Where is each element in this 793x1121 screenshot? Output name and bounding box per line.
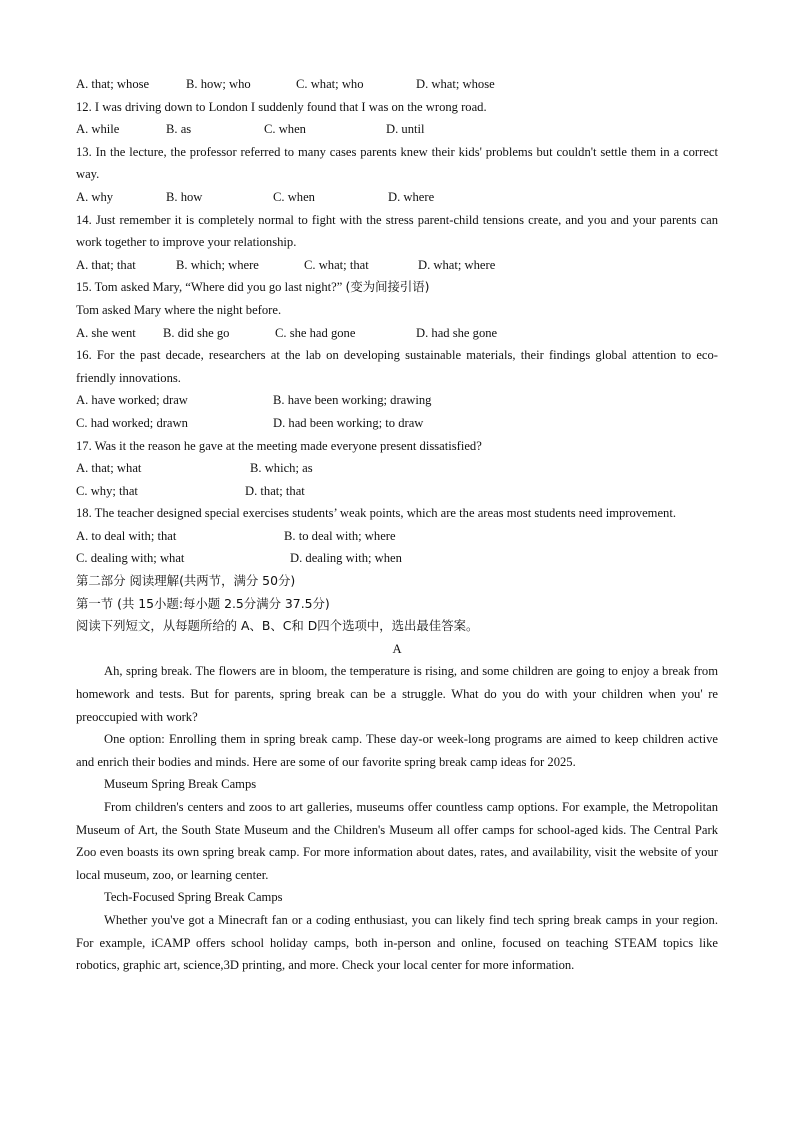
- q12-option-a: A. while: [76, 122, 120, 137]
- page-content: [76, 73, 718, 977]
- q17-option-a: A. that; what: [76, 461, 142, 476]
- passage-paragraph-1: Ah, spring break. The flowers are in bloom, the temperature is rising, and some children are going to enjoy a break from homework and tests. But for parents, spring break can be a struggle. What do you do with your children when you' re preoccupied with work?: [76, 664, 718, 724]
- section-instruction: 阅读下列短文，从每题所给的 A、B、C和 D四个选项中，选出最佳答案。: [76, 618, 479, 634]
- q12-stem: 12. I was driving down to London I suddenly found that I was on the wrong road.: [76, 99, 487, 114]
- q17-options-ab: [76, 457, 718, 480]
- q13-options: [76, 186, 718, 209]
- q16-stem: 16. For the past decade, researchers at the lab on developing sustainable materials, their findings global attention to eco-friendly innovations.: [76, 348, 718, 385]
- q16-option-b: B. have been working; drawing: [273, 393, 432, 408]
- q15-stem: 15. Tom asked Mary, “Where did you go last night?”: [76, 280, 343, 295]
- q12-options: [76, 118, 718, 141]
- q18-option-b: B. to deal with; where: [284, 528, 396, 543]
- q16-option-c: C. had worked; drawn: [76, 415, 188, 430]
- q14-options: [76, 254, 718, 277]
- section-title: 第二部分 阅读理解(共两节，满分 50分): [76, 573, 296, 589]
- q15-note: (变为间接引语): [345, 279, 430, 295]
- q17-option-d: D. that; that: [245, 483, 305, 498]
- q12-option-b: B. as: [166, 122, 192, 137]
- q16-option-a: A. have worked; draw: [76, 393, 188, 408]
- q15-option-a: A. she went: [76, 325, 136, 340]
- q11-option-d: D. what; whose: [416, 77, 495, 91]
- q14-option-a: A. that; that: [76, 257, 136, 272]
- q18-stem: 18. The teacher designed special exercises students’ weak points, which are the areas most students need improvement.: [76, 506, 676, 521]
- q14-option-c: C. what; that: [304, 257, 369, 272]
- q14-stem: 14. Just remember it is completely normal to fight with the stress parent-child tensions create, and you and your parents can work together to improve your relationship.: [76, 212, 718, 250]
- section-part-title: 第一节 (共 15小题:每小题 2.5分满分 37.5分): [76, 595, 330, 611]
- q11-option-b: B. how; who: [186, 77, 251, 91]
- q17-stem: 17. Was it the reason he gave at the meeting made everyone present dissatisfied?: [76, 438, 482, 453]
- q18-option-c: C. dealing with; what: [76, 551, 185, 566]
- q11-option-c: C. what; who: [296, 77, 364, 91]
- q13-option-d: D. where: [388, 189, 435, 204]
- q16-options-ab: [76, 389, 718, 412]
- q17-option-b: B. which; as: [250, 461, 313, 476]
- q18-option-d: D. dealing with; when: [290, 551, 402, 566]
- passage-paragraph-3: From children's centers and zoos to art galleries, museums offer countless camp options. For example, the Metropolitan Museum of Art, the South State Museum and the Children's Museum all offer camps for school-aged kids. The Central Park Zoo even boasts its own spring break camp. For more information about dates, rates, and availability, visit the website of your local museum, zoo, or learning center.: [76, 800, 718, 882]
- q15-option-d: D. had she gone: [416, 325, 498, 340]
- q17-option-c: C. why; that: [76, 483, 138, 498]
- q18-options-cd: [76, 547, 718, 570]
- passage-heading-tech: Tech-Focused Spring Break Camps: [104, 890, 283, 905]
- q17-options-cd: [76, 480, 718, 503]
- q15-option-c: C. she had gone: [275, 325, 356, 340]
- q12-option-d: D. until: [386, 122, 425, 137]
- q15-stem-line: [76, 276, 718, 299]
- q15-option-b: B. did she go: [163, 325, 230, 340]
- q13-stem: 13. In the lecture, the professor referred to many cases parents knew their kids' problems but couldn't settle them in a correct way.: [76, 144, 718, 182]
- q18-options-ab: [76, 525, 718, 548]
- q13-option-b: B. how: [166, 189, 203, 204]
- q14-option-d: D. what; where: [418, 257, 496, 272]
- passage-letter: A: [392, 641, 402, 656]
- q11-option-a: A. that; whose: [76, 77, 150, 91]
- q16-options-cd: [76, 412, 718, 435]
- passage-heading-museum: Museum Spring Break Camps: [104, 777, 257, 792]
- q15-line2: Tom asked Mary where the night before.: [76, 302, 282, 317]
- passage-paragraph-2: One option: Enrolling them in spring break camp. These day-or week-long programs are aimed to keep children active and enrich their bodies and minds. Here are some of our favorite spring break camp ideas for 2025.: [76, 732, 718, 769]
- q18-option-a: A. to deal with; that: [76, 528, 177, 543]
- q14-option-b: B. which; where: [176, 257, 259, 272]
- q13-option-c: C. when: [273, 189, 315, 204]
- passage-paragraph-4: Whether you've got a Minecraft fan or a coding enthusiast, you can likely find tech spring break camps in your region. For example, iCAMP offers school holiday camps, both in-person and online, focused on teaching STEAM topics like robotics, graphic art, science,3D printing, and more. Check your local center for more information.: [76, 912, 718, 973]
- q13-option-a: A. why: [76, 189, 114, 204]
- q12-option-c: C. when: [264, 122, 306, 137]
- q15-options: [76, 322, 718, 345]
- q11-options: [76, 73, 718, 96]
- q16-option-d: D. had been working; to draw: [273, 415, 424, 430]
